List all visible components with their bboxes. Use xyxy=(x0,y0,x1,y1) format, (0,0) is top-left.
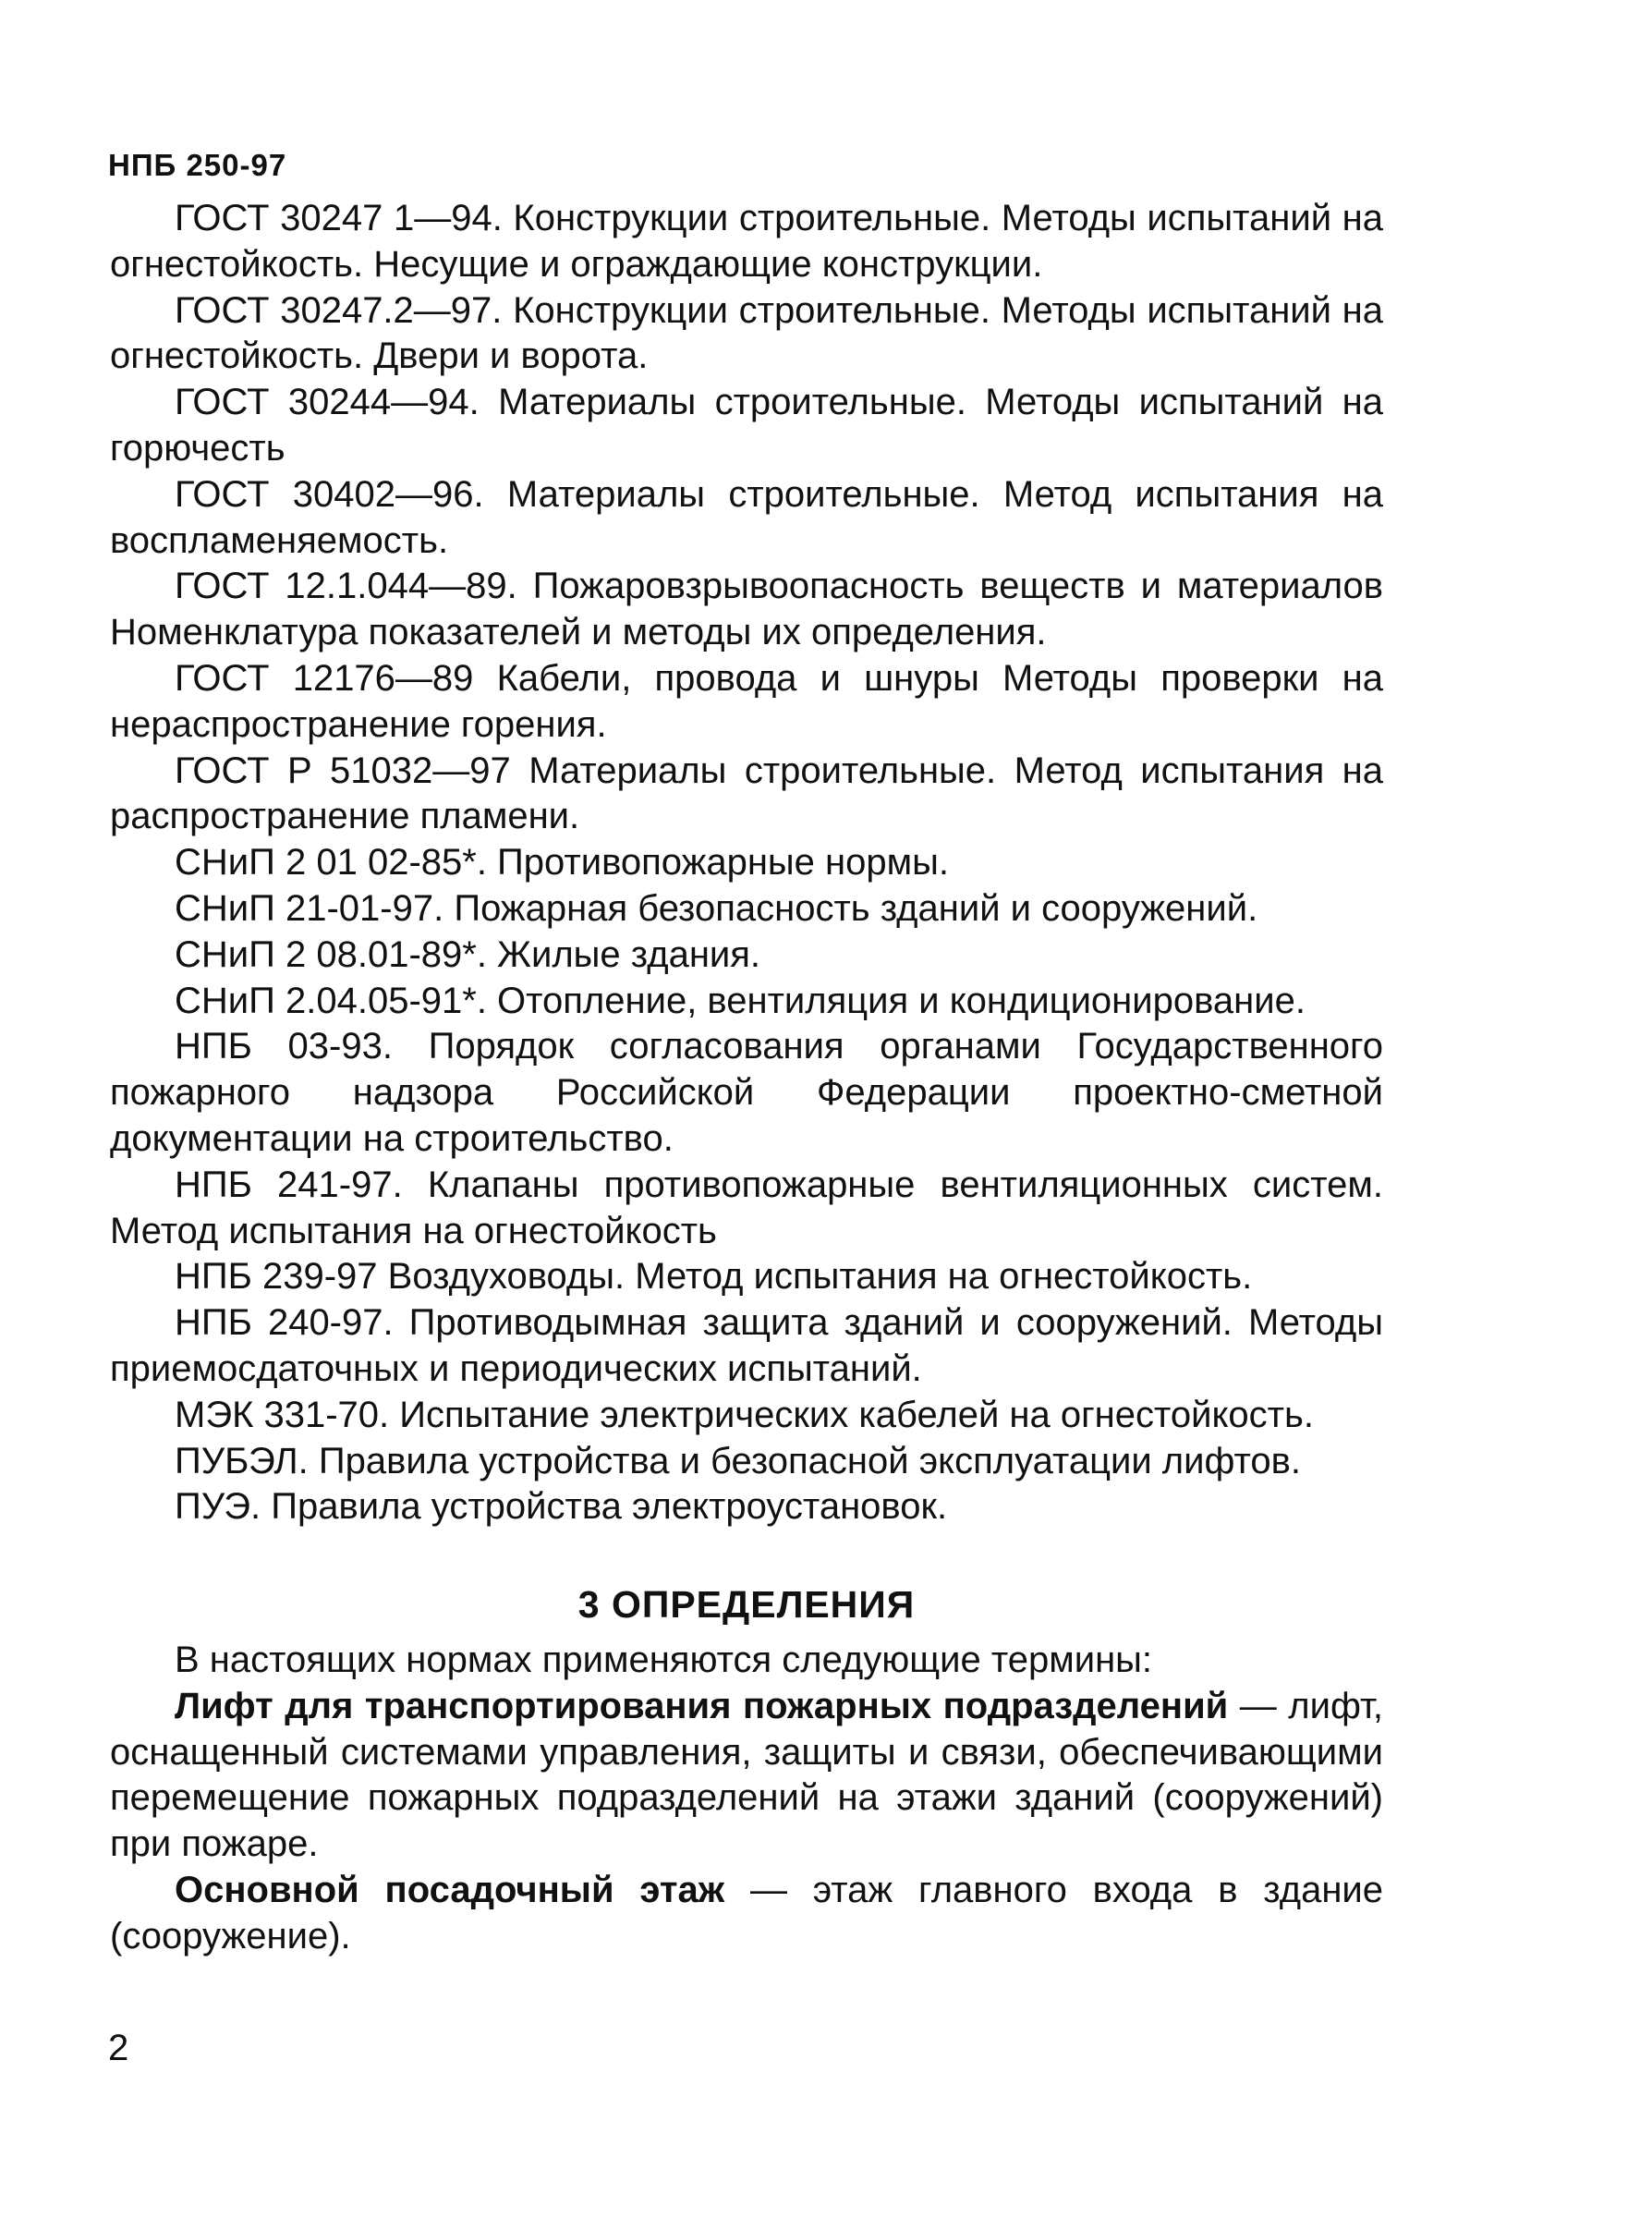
reference-item: СНиП 2 01 02-85*. Противопожарные нормы. xyxy=(175,842,949,884)
page-number: 2 xyxy=(108,2028,129,2068)
reference-item: СНиП 2.04.05-91*. Отопление, вентиляция и кондиционирование. xyxy=(175,980,1306,1021)
definition xyxy=(110,1868,1383,1960)
reference-item: ПУБЭЛ. Правила устройства и безопасной эксплуатации лифтов. xyxy=(175,1440,1302,1481)
reference-item: ГОСТ 30247.2—97. Конструкции строительные. Методы испытаний на огнестойкость. Двери и ворота. xyxy=(110,289,1383,377)
section-heading: 3 ОПРЕДЕЛЕНИЯ xyxy=(577,1583,916,1627)
reference-item: СНиП 21-01-97. Пожарная безопасность зданий и сооружений. xyxy=(175,887,1258,929)
definition-text: — лифт, оснащенный системами управления, защиты и связи, обеспечивающими перемещение пожарных подразделений на этажи зданий (сооружений) при пожаре. xyxy=(110,1685,1383,1865)
section-intro: В настоящих нормах применяются следующие термины: xyxy=(175,1639,1153,1680)
reference-item: ГОСТ 30244—94. Материалы строительные. Методы испытаний на горючесть xyxy=(110,382,1383,469)
definition-term: Лифт для транспортирования пожарных подразделений xyxy=(175,1685,1229,1726)
reference-item: ГОСТ 12.1.044—89. Пожаровзрывоопасность веществ и материалов Номенклатура показателей и методы их определения. xyxy=(110,566,1383,653)
reference-item: НПБ 241-97. Клапаны противопожарные вентиляционных систем. Метод испытания на огнестойкость xyxy=(110,1164,1383,1251)
reference-item: МЭК 331-70. Испытание электрических кабелей на огнестойкость. xyxy=(175,1394,1314,1435)
reference-item: СНиП 2 08.01-89*. Жилые здания. xyxy=(175,933,761,975)
definition-term: Основной посадочный этаж xyxy=(175,1869,725,1910)
running-head: НПБ 250-97 xyxy=(108,148,287,182)
reference-item: ГОСТ 12176—89 Кабели, провода и шнуры Методы проверки на нераспространение горения. xyxy=(110,657,1383,745)
reference-item: ГОСТ 30247 1—94. Конструкции строительные. Методы испытаний на огнестойкость. Несущие и ограждающие конструкции. xyxy=(110,198,1383,285)
reference-item: ПУЭ. Правила устройства электроустановок. xyxy=(175,1486,948,1528)
reference-item: ГОСТ Р 51032—97 Материалы строительные. Метод испытания на распространение пламени. xyxy=(110,750,1383,837)
reference-item: НПБ 03-93. Порядок согласования органами Государственного пожарного надзора Российской Федерации проектно-сметной документации на строительство. xyxy=(110,1026,1383,1159)
definition-text: — этаж главного входа в здание (сооружение). xyxy=(110,1869,1383,1957)
definition xyxy=(110,1684,1383,1868)
reference-item: НПБ 239-97 Воздуховоды. Метод испытания на огнестойкость. xyxy=(175,1256,1253,1298)
page-body xyxy=(110,196,1383,1959)
reference-item: ГОСТ 30402—96. Материалы строительные. Метод испытания на воспламеняемость. xyxy=(110,473,1383,561)
reference-item: НПБ 240-97. Противодымная защита зданий и сооружений. Методы приемосдаточных и периодических испытаний. xyxy=(110,1302,1383,1389)
